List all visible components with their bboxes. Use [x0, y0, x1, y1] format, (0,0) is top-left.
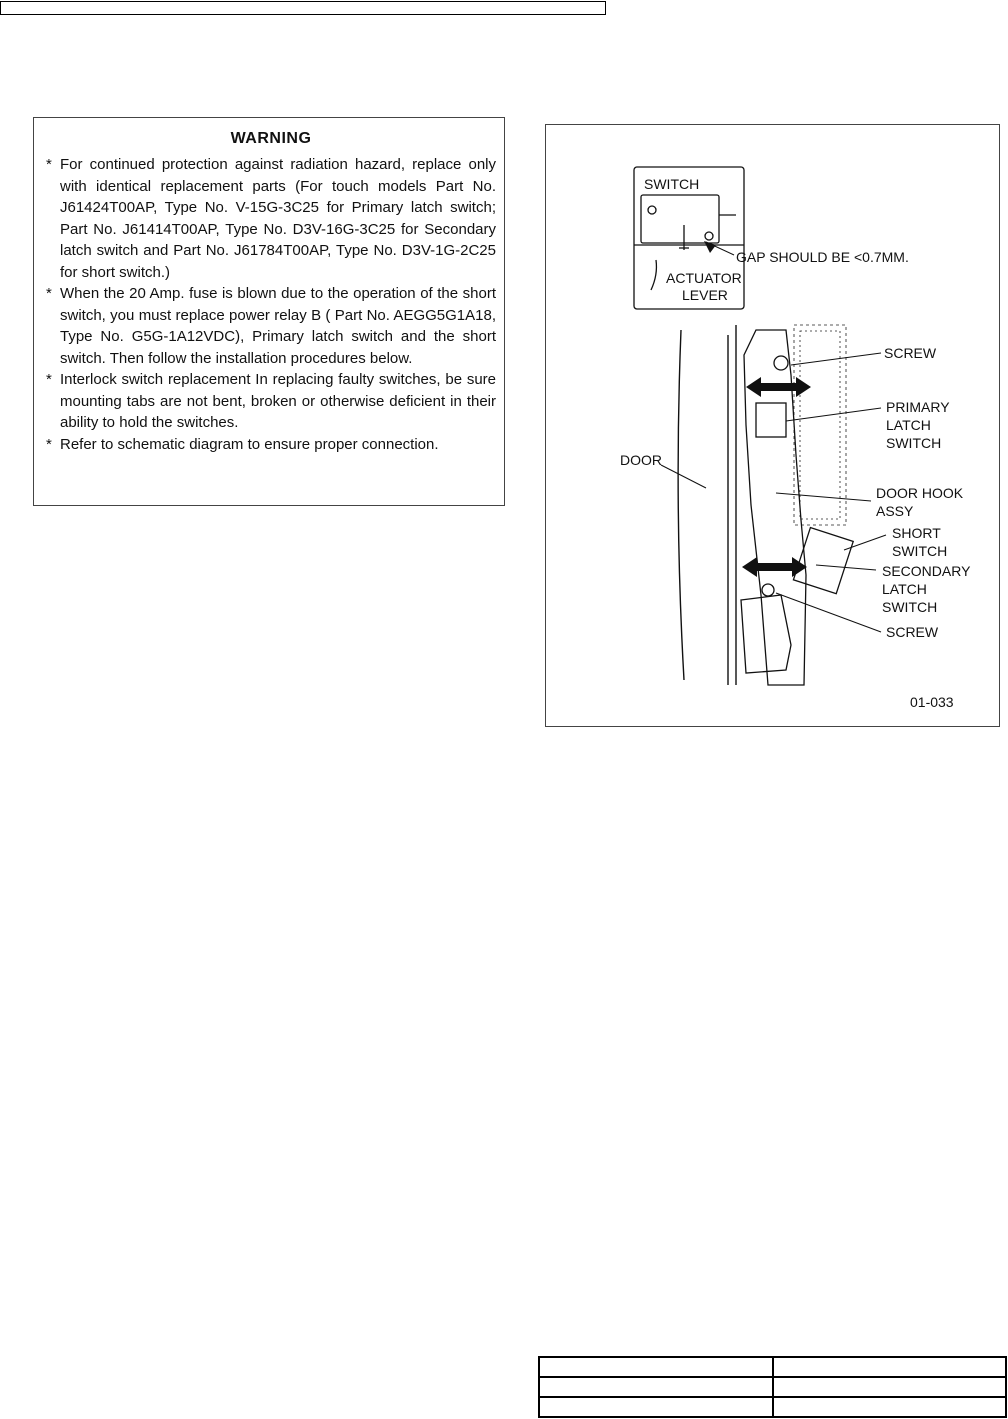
label-primary-1: PRIMARY	[886, 399, 950, 415]
primary-arrow	[746, 377, 811, 397]
warning-text: When the 20 Amp. fuse is blown due to the operation of the short switch, you must replace power relay B ( Part No. AEGG5G1A18, Type No. G5G-1A12VDC), Primary latch switch and the short switch. Then follow the installation procedures below.	[60, 285, 496, 367]
secondary-arrow	[742, 557, 807, 577]
label-switch: SWITCH	[644, 176, 700, 192]
table-cell	[539, 1357, 773, 1377]
table-cell	[539, 1397, 773, 1417]
figure-id: 01-033	[910, 694, 954, 710]
bullet-star: *	[46, 156, 52, 173]
label-door: DOOR	[620, 452, 662, 468]
label-secondary-3: SWITCH	[882, 599, 938, 615]
table-row	[539, 1377, 1006, 1397]
table-row	[539, 1357, 1006, 1377]
warning-item	[46, 154, 496, 283]
label-screw-top: SCREW	[884, 345, 937, 361]
footer-table	[538, 1356, 1007, 1418]
table-cell	[773, 1397, 1007, 1417]
label-lever: LEVER	[682, 287, 728, 303]
table-cell	[539, 1377, 773, 1397]
label-primary-2: LATCH	[886, 417, 931, 433]
label-actuator: ACTUATOR	[666, 270, 742, 286]
warning-text: Interlock switch replacement In replacing faulty switches, be sure mounting tabs are not bent, broken or otherwise deficient in their ability to hold the switches.	[60, 371, 496, 431]
table-row	[539, 1397, 1006, 1417]
diagram-svg	[546, 125, 1001, 728]
latch-switch-diagram	[545, 124, 1000, 727]
warning-title: WARNING	[230, 130, 312, 147]
label-short-1: SHORT	[892, 525, 941, 541]
door-panel	[678, 325, 736, 685]
warning-item	[46, 434, 496, 456]
warning-text: For continued protection against radiation hazard, replace only with identical replacement parts (For touch models Part No. J61424T00AP, Type No. V-15G-3C25 for Primary latch switch; Part No. J61414T00AP, Type No. D3V-16G-3C25 for Secondary latch switch and Part No. J61784T00AP, Type No. D3V-1G-2C25 for short switch.)	[60, 156, 496, 281]
label-primary-3: SWITCH	[886, 435, 942, 451]
label-short-2: SWITCH	[892, 543, 948, 559]
warning-item	[46, 283, 496, 369]
header-box	[0, 1, 606, 15]
warning-item	[46, 369, 496, 434]
warning-text: Refer to schematic diagram to ensure proper connection.	[60, 435, 439, 453]
warning-box	[33, 117, 505, 506]
label-screw-bottom: SCREW	[886, 624, 939, 640]
label-secondary-1: SECONDARY	[882, 563, 971, 579]
label-door-hook-2: ASSY	[876, 503, 914, 519]
label-secondary-2: LATCH	[882, 581, 927, 597]
table-cell	[773, 1377, 1007, 1397]
label-gap: GAP SHOULD BE <0.7MM.	[736, 249, 909, 265]
bullet-star: *	[46, 285, 52, 302]
bullet-star: *	[46, 435, 52, 453]
table-cell	[773, 1357, 1007, 1377]
bullet-star: *	[46, 371, 52, 388]
label-door-hook-1: DOOR HOOK	[876, 485, 964, 501]
